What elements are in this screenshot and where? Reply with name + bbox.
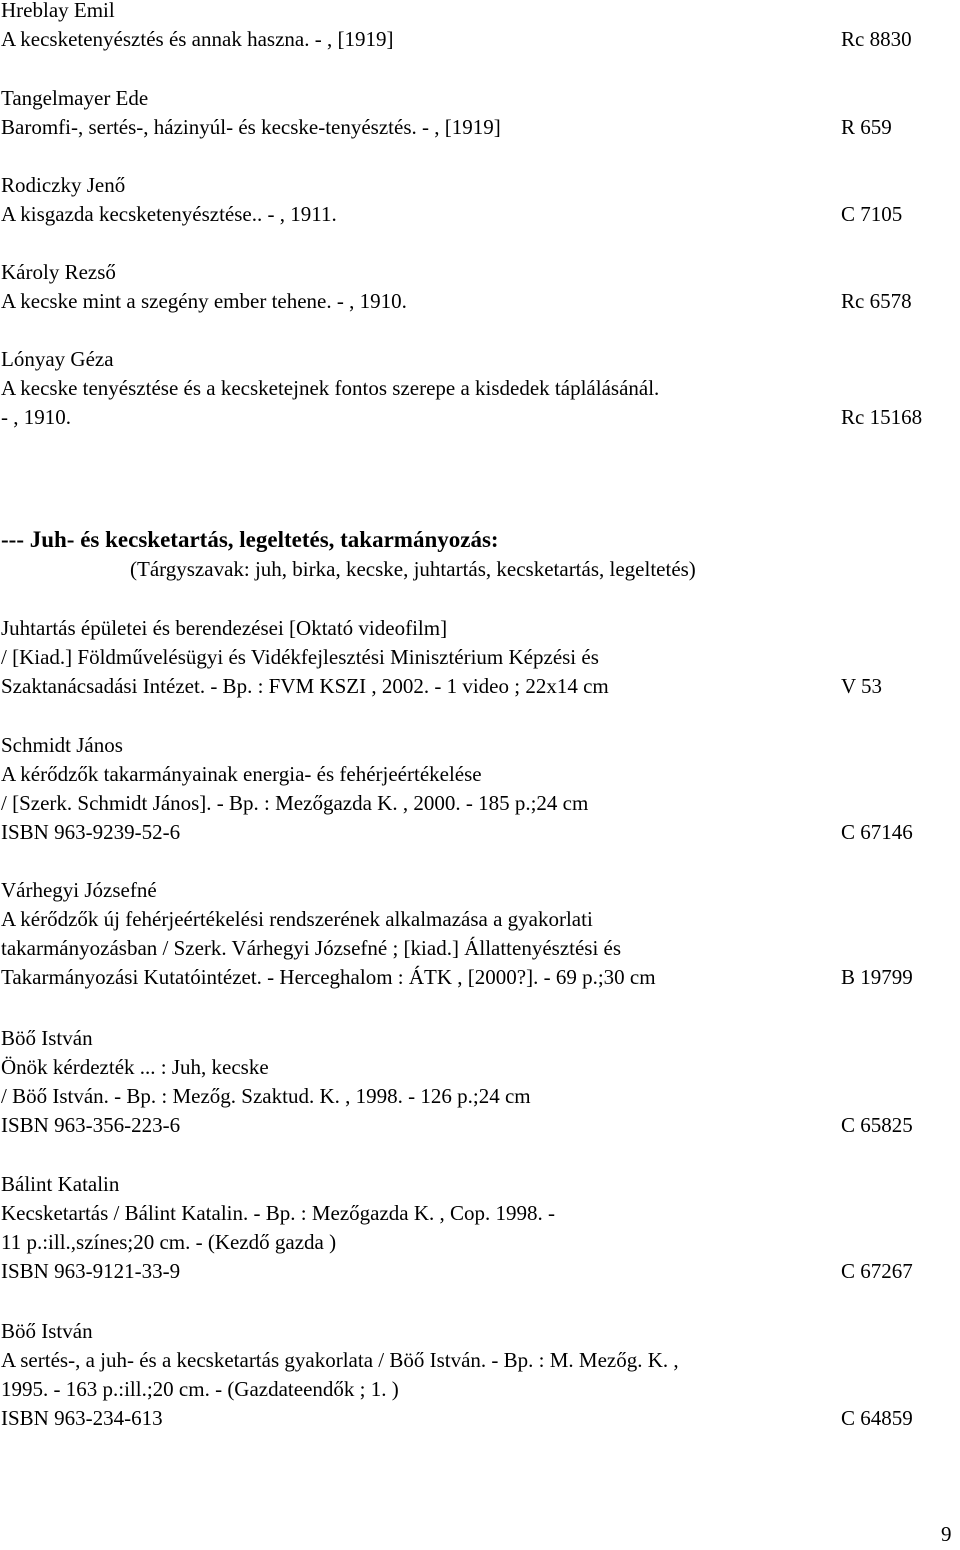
entry-author: Schmidt János <box>1 733 123 757</box>
catalog-entry <box>0 258 960 316</box>
entry-title-line <box>0 934 960 963</box>
entry-title-line <box>0 1228 960 1257</box>
entry-title-line <box>0 287 960 316</box>
entry-title: Juhtartás épületei és berendezései [Oktató videofilm] <box>1 616 448 640</box>
catalog-entry <box>0 876 960 992</box>
entry-isbn-line <box>0 1111 960 1140</box>
entry-title-line <box>0 905 960 934</box>
catalog-entry <box>0 0 960 54</box>
shelf-mark: R 659 <box>841 115 892 139</box>
entry-author-line <box>0 1317 960 1346</box>
entry-title-line <box>0 25 960 54</box>
shelf-mark: C 7105 <box>841 202 903 226</box>
entry-author-line <box>0 0 960 25</box>
entry-author: Böő István <box>1 1026 93 1050</box>
entry-author-line <box>0 171 960 200</box>
shelf-mark: C 64859 <box>841 1406 913 1430</box>
entry-title-line <box>0 1199 960 1228</box>
entry-title-line <box>0 374 960 403</box>
shelf-mark: C 65825 <box>841 1113 913 1137</box>
entry-author: Tangelmayer Ede <box>1 86 149 110</box>
entry-author: Károly Rezső <box>1 260 116 284</box>
entry-title-line <box>0 789 960 818</box>
entry-title: A kecske tenyésztése és a kecsketejnek fontos szerepe a kisdedek táplálásánál. <box>1 376 660 400</box>
entry-author-line <box>0 1024 960 1053</box>
entry-author-line <box>0 84 960 113</box>
entry-title-line <box>0 672 960 701</box>
entry-title: Szaktanácsadási Intézet. - Bp. : FVM KSZI , 2002. - 1 video ; 22x14 cm <box>1 674 609 698</box>
entry-title: / Böő István. - Bp. : Mezőg. Szaktud. K. , 1998. - 126 p.;24 cm <box>1 1084 531 1108</box>
catalog-entry <box>0 345 960 432</box>
entry-title-line <box>0 403 960 432</box>
entry-title: / [Kiad.] Földművelésügyi és Vidékfejlesztési Minisztérium Képzési és <box>1 645 599 669</box>
entry-title-line <box>0 1082 960 1111</box>
entry-title: A kisgazda kecsketenyésztése.. - , 1911. <box>1 202 337 226</box>
shelf-mark: V 53 <box>841 674 883 698</box>
catalog-entry <box>0 1024 960 1140</box>
entry-isbn: ISBN 963-234-613 <box>1 1406 163 1430</box>
entry-title-line <box>0 614 960 643</box>
entry-author-line <box>0 731 960 760</box>
entry-isbn-line <box>0 1257 960 1286</box>
shelf-mark: Rc 8830 <box>841 27 912 51</box>
entry-title: A kecske mint a szegény ember tehene. - , 1910. <box>1 289 407 313</box>
entry-title: A kérődzők takarmányainak energia- és fehérjeértékelése <box>1 762 482 786</box>
shelf-mark: Rc 6578 <box>841 289 912 313</box>
entry-title: - , 1910. <box>1 405 71 429</box>
entry-title: A kecsketenyésztés és annak haszna. - , [1919] <box>1 27 394 51</box>
shelf-mark: C 67146 <box>841 820 913 844</box>
shelf-mark: B 19799 <box>841 965 913 989</box>
entry-title-line <box>0 643 960 672</box>
section-title: --- Juh- és kecsketartás, legeltetés, takarmányozás: <box>1 527 499 552</box>
entry-isbn: ISBN 963-9239-52-6 <box>1 820 181 844</box>
catalog-entry <box>0 731 960 847</box>
entry-author-line <box>0 345 960 374</box>
entry-title-line <box>0 963 960 992</box>
entry-title-line <box>0 200 960 229</box>
entry-isbn: ISBN 963-9121-33-9 <box>1 1259 181 1283</box>
entry-title-line <box>0 1375 960 1404</box>
entry-title: Önök kérdezték ... : Juh, kecske <box>1 1055 269 1079</box>
catalog-entry <box>0 1170 960 1286</box>
entry-title-line <box>0 1346 960 1375</box>
entry-title: Baromfi-, sertés-, házinyúl- és kecske-tenyésztés. - , [1919] <box>1 115 501 139</box>
entry-author-line <box>0 876 960 905</box>
page-number: 9 <box>941 1522 952 1546</box>
entry-isbn-line <box>0 1404 960 1433</box>
entry-author: Bálint Katalin <box>1 1172 120 1196</box>
entry-author: Hreblay Emil <box>1 0 115 22</box>
entry-title-line <box>0 760 960 789</box>
shelf-mark: Rc 15168 <box>841 405 923 429</box>
catalog-entry <box>0 614 960 701</box>
entry-title: Kecsketartás / Bálint Katalin. - Bp. : Mezőgazda K. , Cop. 1998. - <box>1 1201 556 1225</box>
entry-isbn: ISBN 963-356-223-6 <box>1 1113 181 1137</box>
entry-author: Rodiczky Jenő <box>1 173 126 197</box>
entry-author-line <box>0 258 960 287</box>
entry-title: 1995. - 163 p.:ill.;20 cm. - (Gazdateendők ; 1. ) <box>1 1377 399 1401</box>
shelf-mark: C 67267 <box>841 1259 913 1283</box>
section-keywords: (Tárgyszavak: juh, birka, kecske, juhtartás, kecsketartás, legeltetés) <box>130 557 696 581</box>
entry-author: Várhegyi Józsefné <box>1 878 157 902</box>
entry-title-line <box>0 1053 960 1082</box>
entry-title: 11 p.:ill.,színes;20 cm. - (Kezdő gazda ) <box>1 1230 337 1254</box>
entry-isbn-line <box>0 818 960 847</box>
catalog-entry <box>0 1317 960 1433</box>
entry-title: / [Szerk. Schmidt János]. - Bp. : Mezőgazda K. , 2000. - 185 p.;24 cm <box>1 791 589 815</box>
catalog-entry <box>0 171 960 229</box>
entry-author: Lónyay Géza <box>1 347 114 371</box>
entry-author: Böő István <box>1 1319 93 1343</box>
entry-title: A sertés-, a juh- és a kecsketartás gyakorlata / Böő István. - Bp. : M. Mezőg. K. , <box>1 1348 679 1372</box>
entry-title: takarmányozásban / Szerk. Várhegyi Józsefné ; [kiad.] Állattenyésztési és <box>1 936 622 960</box>
entry-title-line <box>0 113 960 142</box>
catalog-entry <box>0 84 960 142</box>
entry-author-line <box>0 1170 960 1199</box>
entry-title: Takarmányozási Kutatóintézet. - Herceghalom : ÁTK , [2000?]. - 69 p.;30 cm <box>1 965 656 989</box>
entry-title: A kérődzők új fehérjeértékelési rendszerének alkalmazása a gyakorlati <box>1 907 593 931</box>
